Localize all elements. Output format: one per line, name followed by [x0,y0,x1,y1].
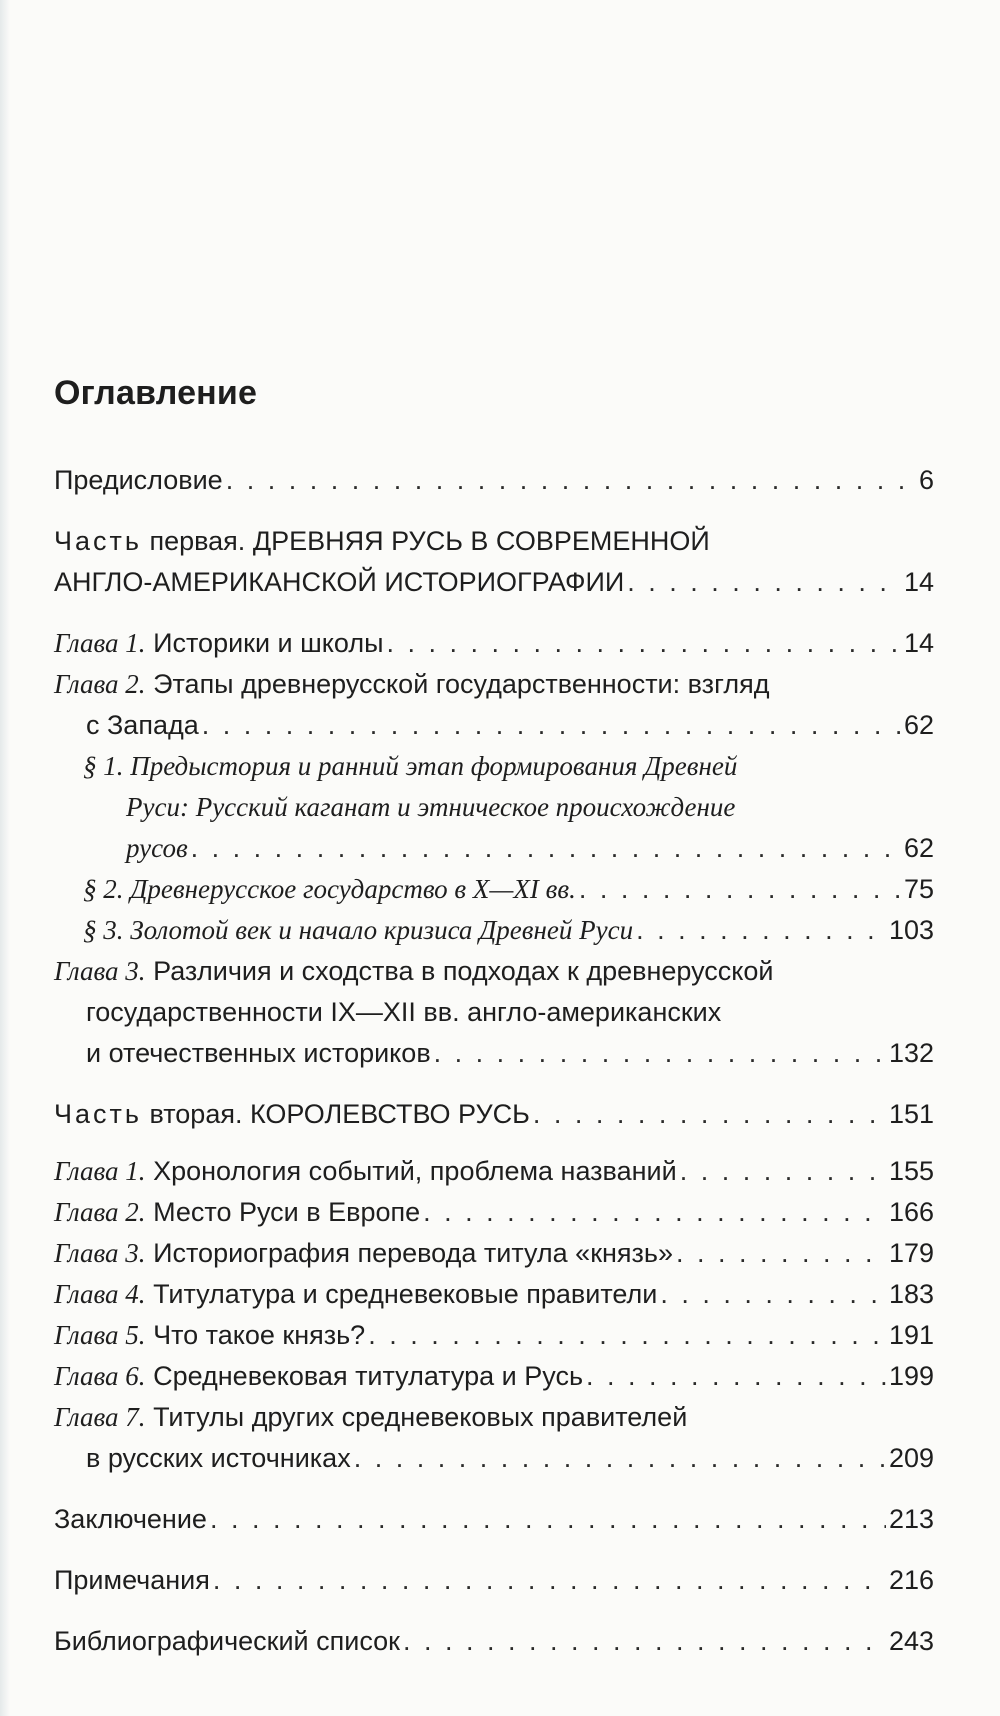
chapter-title: Средневековая титулатура и Русь [153,1361,584,1392]
page-number: 191 [888,1320,934,1351]
toc-entry-conclusion[interactable] [54,1499,934,1540]
chapter-number: Глава 3. [54,1238,146,1269]
toc-entry-p1-chapter-1[interactable] [54,623,934,664]
page-number: 6 [918,465,934,496]
page-number: 243 [888,1626,934,1657]
chapter-title: Что такое князь? [153,1320,366,1351]
toc-entry-bibliography[interactable] [54,1621,934,1662]
page-number: 62 [903,833,934,864]
chapter-title: Титулатура и средневековые правители [153,1279,658,1310]
chapter-title-line3: и отечественных историков [86,1038,431,1069]
chapter-title-line1: Различия и сходства в подходах к древнерусской [153,956,774,987]
toc-entry-p2-chapter-4[interactable] [54,1274,934,1315]
leader-dots [533,1094,886,1135]
leader-dots [210,1499,886,1540]
chapter-number: Глава 5. [54,1320,146,1351]
leader-dots [368,1315,886,1356]
toc-entry-p1-chapter-3-line2[interactable]: государственности IX—XII вв. англо-американских [86,997,722,1028]
chapter-number: Глава 2. [54,669,146,700]
leader-dots [579,869,901,910]
page-number: 209 [888,1443,934,1474]
leader-dots [202,705,901,746]
section-title: § 3. Золотой век и начало кризиса Древней Руси [83,915,634,946]
page-number: 14 [903,628,934,659]
toc-entry-p1-chapter-2-line1[interactable] [54,664,934,705]
part-number: вторая. [149,1099,243,1130]
toc-entry-p2-chapter-6[interactable] [54,1356,934,1397]
part-title-line2: АНГЛО-АМЕРИКАНСКОЙ ИСТОРИОГРАФИИ [54,567,625,598]
toc-entry-p2-chapter-3[interactable] [54,1233,934,1274]
toc-entry-section-2[interactable] [54,869,934,910]
leader-dots [403,1621,886,1662]
leader-dots [676,1233,886,1274]
toc-entry-preface[interactable] [54,460,934,501]
toc-entry-notes[interactable] [54,1560,934,1601]
section-title: § 2. Древнерусское государство в X—XI вв. [83,874,576,905]
toc-entry-p2-chapter-2[interactable] [54,1192,934,1233]
chapter-number: Глава 1. [54,628,146,659]
chapter-title: Историки и школы [153,628,384,659]
page-number: 151 [888,1099,934,1130]
chapter-title: Историография перевода титула «князь» [153,1238,673,1269]
page-number: 199 [888,1361,934,1392]
chapter-title: Место Руси в Европе [153,1197,421,1228]
page-number: 213 [888,1504,934,1535]
chapter-title-line2: в русских источниках [86,1443,351,1474]
chapter-title-line2: с Запада [86,710,199,741]
toc-entry-p1-chapter-2-line2[interactable] [54,705,934,746]
chapter-number: Глава 4. [54,1279,146,1310]
leader-dots [636,910,886,951]
page-edge-shadow [0,0,10,1716]
part-prefix: Часть [54,1099,142,1130]
toc-entry-p2-chapter-1[interactable] [54,1151,934,1192]
leader-dots [627,562,901,603]
page-number: 75 [903,874,934,905]
toc-entry-p1-chapter-3-line3[interactable] [54,1033,934,1074]
toc-entry-part-1-line1[interactable] [54,521,934,562]
leader-dots [434,1033,886,1074]
page-title: Оглавление [54,374,258,412]
entry-label: Примечания [54,1565,210,1596]
page-number: 14 [903,567,934,598]
part-prefix: Часть [54,526,142,557]
page-number: 103 [888,915,934,946]
chapter-title-line1: Титулы других средневековых правителей [153,1402,688,1433]
chapter-title: Хронология событий, проблема названий [153,1156,677,1187]
page-number: 216 [888,1565,934,1596]
leader-dots [213,1560,886,1601]
leader-dots [354,1438,886,1479]
page-number: 132 [888,1038,934,1069]
toc-entry-section-1-line3[interactable] [54,828,934,869]
leader-dots [226,460,916,501]
toc-entry-part-1-line2[interactable] [54,562,934,603]
page-number: 183 [888,1279,934,1310]
toc-entry-p2-chapter-7-line2[interactable] [54,1438,934,1479]
part-title-line1: ДРЕВНЯЯ РУСЬ В СОВРЕМЕННОЙ [252,526,710,557]
leader-dots [423,1192,886,1233]
chapter-number: Глава 6. [54,1361,146,1392]
toc-entry-part-2[interactable] [54,1094,934,1135]
chapter-number: Глава 3. [54,956,146,987]
toc-entry-section-3[interactable] [54,910,934,951]
toc-entry-p2-chapter-7-line1[interactable] [54,1397,934,1438]
page-number: 166 [888,1197,934,1228]
toc-entry-section-1-line1[interactable]: § 1. Предыстория и ранний этап формирования Древней [83,751,738,782]
leader-dots [387,623,901,664]
page-number: 155 [888,1156,934,1187]
part-title: КОРОЛЕВСТВО РУСЬ [249,1099,530,1130]
section-title-line3: русов [126,833,188,864]
toc-entry-p1-chapter-3-line1[interactable] [54,951,934,992]
page-number: 62 [903,710,934,741]
chapter-title-line1: Этапы древнерусской государственности: взгляд [153,669,770,700]
chapter-number: Глава 7. [54,1402,146,1433]
leader-dots [680,1151,886,1192]
table-of-contents [54,375,934,1662]
leader-dots [660,1274,886,1315]
chapter-number: Глава 1. [54,1156,146,1187]
leader-dots [586,1356,886,1397]
toc-entry-p2-chapter-5[interactable] [54,1315,934,1356]
page-number: 179 [888,1238,934,1269]
entry-label: Предисловие [54,465,223,496]
part-number: первая. [149,526,246,557]
entry-label: Библиографический список [54,1626,400,1657]
entry-label: Заключение [54,1504,207,1535]
leader-dots [191,828,901,869]
chapter-number: Глава 2. [54,1197,146,1228]
toc-entry-section-1-line2[interactable]: Руси: Русский каганат и этническое происхождение [126,792,736,823]
